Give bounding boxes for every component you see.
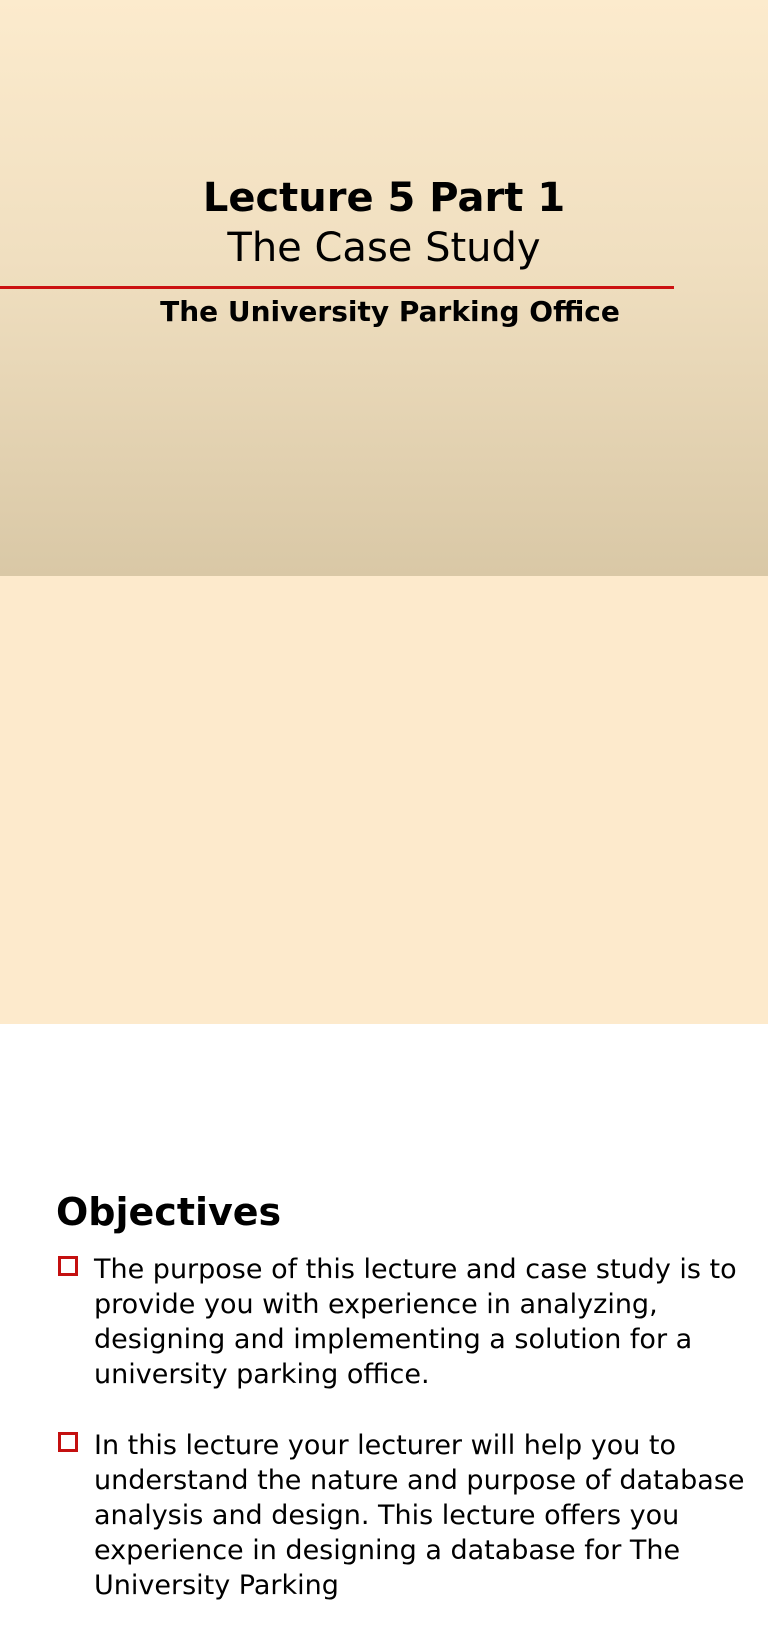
title-slide (0, 0, 768, 576)
square-bullet-icon (58, 1256, 78, 1276)
square-bullet-icon (58, 1432, 78, 1452)
bullet-text: In this lecture your lecturer will help you to understand the nature and purpose of database analysis and design. This lecture offers you experience in designing a database for The University Parking (94, 1430, 745, 1601)
objectives-heading: Objectives (56, 1190, 282, 1234)
organization-name: The University Parking Office (160, 295, 620, 328)
lecture-title: Lecture 5 Part 1 (202, 175, 566, 221)
list-item (56, 1428, 746, 1603)
objectives-list (56, 1252, 746, 1639)
bullet-text: The purpose of this lecture and case study is to provide you with experience in analyzing, designing and implementing a solution for a university parking office. (94, 1254, 737, 1390)
list-item (56, 1252, 746, 1392)
title-divider (0, 286, 674, 289)
lecture-subtitle: The Case Study (227, 225, 541, 271)
objectives-slide (0, 576, 768, 1601)
